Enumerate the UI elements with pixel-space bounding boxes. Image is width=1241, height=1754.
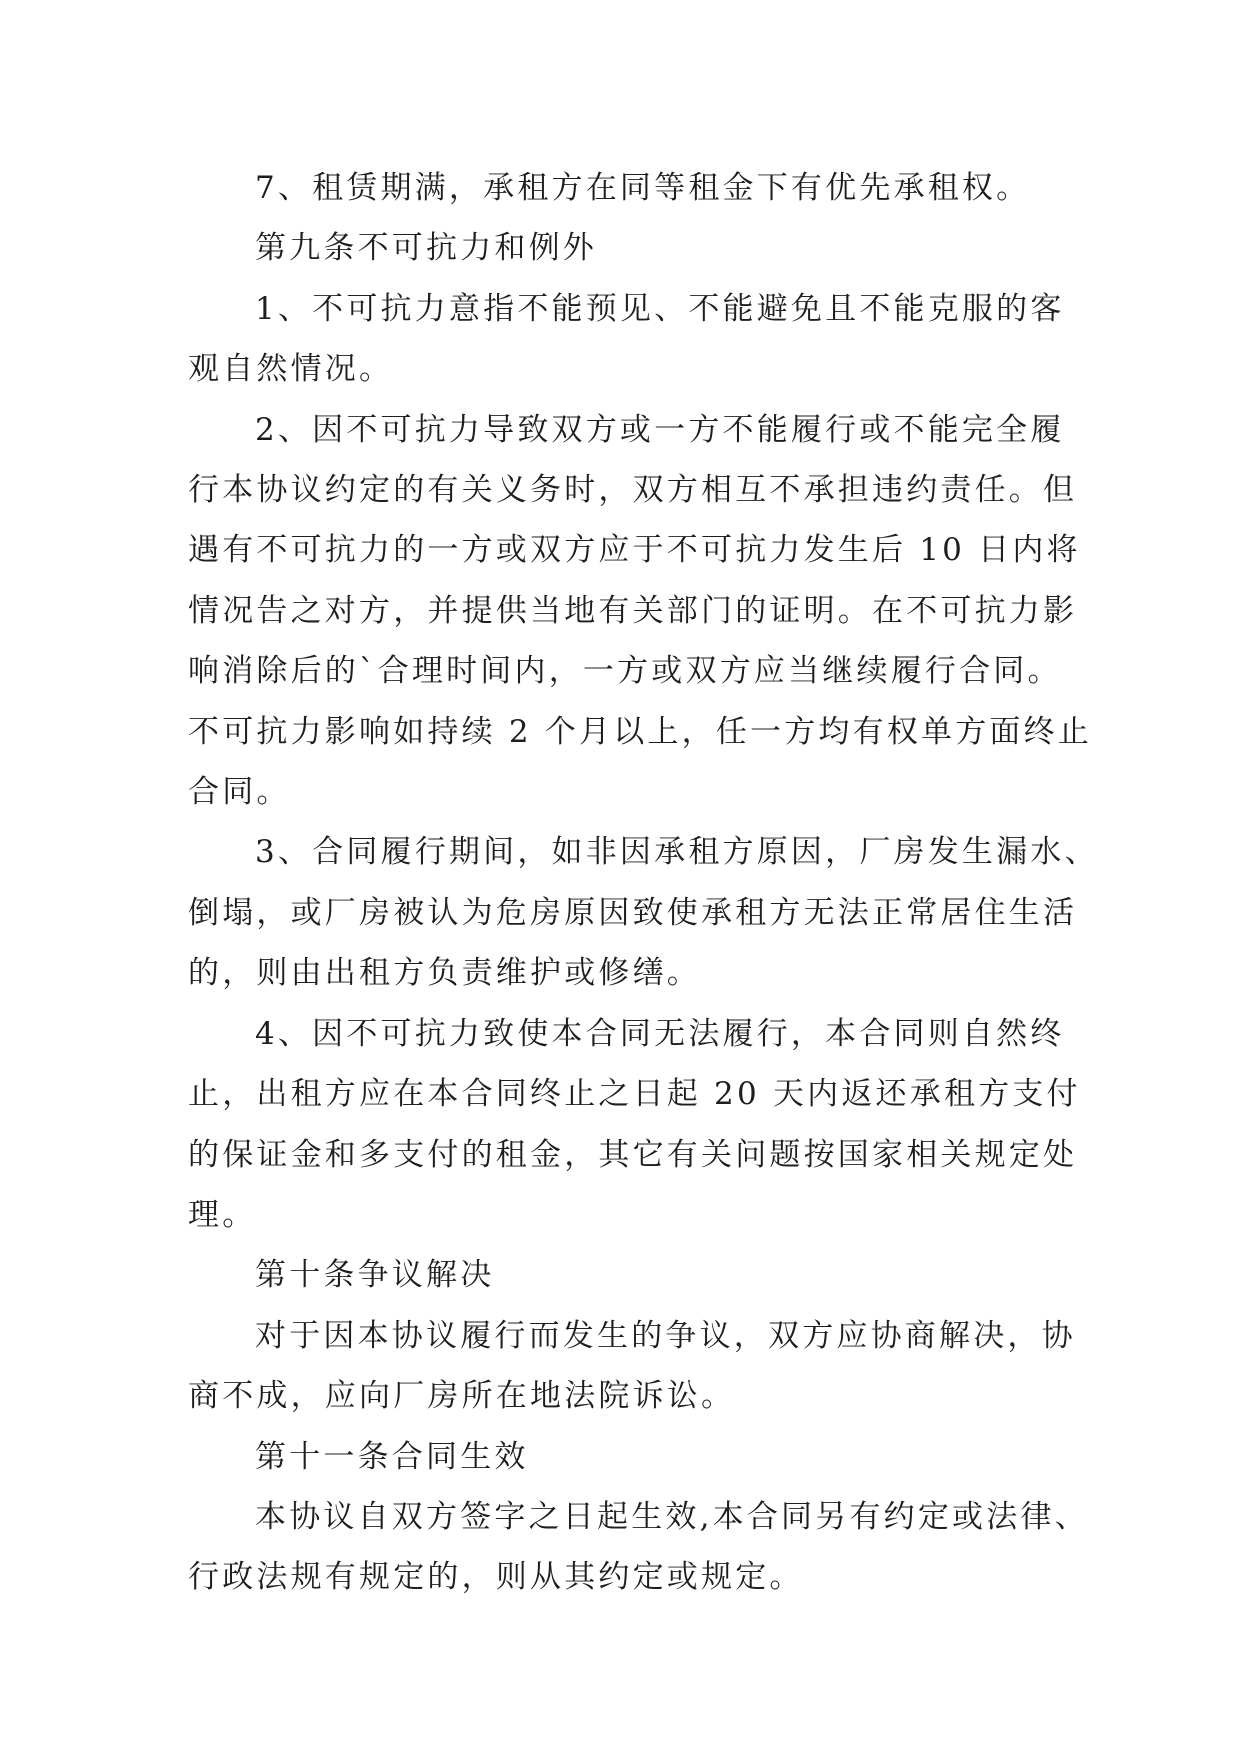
text-line: 第十一条合同生效	[255, 1438, 529, 1475]
paragraph	[188, 279, 1068, 400]
paragraph	[188, 218, 1068, 278]
text-line: 的，则由出租方负责维护或修缮。	[188, 955, 701, 992]
text-line: 2、因不可抗力导致双方或一方不能履行或不能完全履	[255, 411, 1065, 448]
text-line: 7、租赁期满，承租方在同等租金下有优先承租权。	[255, 170, 1031, 206]
text-line: 止，出租方应在本合同终止之日起 20 天内返还承租方支付	[188, 1076, 1081, 1113]
text-line: 行政法规有规定的，则从其约定或规定。	[188, 1559, 804, 1596]
paragraph	[188, 1427, 1068, 1487]
text-line: 不可抗力影响如持续 2 个月以上，任一方均有权单方面终止	[188, 713, 1093, 750]
paragraph	[188, 1306, 1076, 1427]
text-line: 响消除后的`合理时间内，一方或双方应当继续履行合同。	[188, 653, 1062, 690]
text-line: 第九条不可抗力和例外	[255, 230, 597, 267]
text-line: 1、不可抗力意指不能预见、不能避免且不能克服的客	[255, 290, 1065, 327]
paragraph	[188, 158, 1068, 218]
text-line: 倒塌，或厂房被认为危房原因致使承租方无法正常居住生活	[188, 894, 1078, 931]
text-line: 情况告之对方，并提供当地有关部门的证明。在不可抗力影	[188, 592, 1078, 629]
paragraph	[188, 1487, 1089, 1608]
paragraph	[188, 400, 1093, 823]
document-body	[188, 158, 1099, 1608]
text-line: 本协议自双方签字之日起生效,本合同另有约定或法律、	[255, 1498, 1089, 1535]
paragraph	[188, 1004, 1081, 1246]
text-line: 3、合同履行期间，如非因承租方原因，厂房发生漏水、	[255, 834, 1099, 871]
text-line: 商不成，应向厂房所在地法院诉讼。	[188, 1378, 736, 1415]
text-line: 对于因本协议履行而发生的争议，双方应协商解决，协	[255, 1317, 1076, 1354]
text-line: 第十条争议解决	[255, 1257, 495, 1294]
text-line: 理。	[188, 1196, 257, 1233]
text-line: 观自然情况。	[188, 351, 394, 388]
text-line: 行本协议约定的有关义务时，双方相互不承担违约责任。但	[188, 472, 1078, 509]
text-line: 4、因不可抗力致使本合同无法履行，本合同则自然终	[255, 1015, 1065, 1052]
text-line: 遇有不可抗力的一方或双方应于不可抗力发生后 10 日内将	[188, 532, 1081, 569]
text-line: 的保证金和多支付的租金，其它有关问题按国家相关规定处	[188, 1136, 1078, 1173]
paragraph	[188, 1245, 1068, 1305]
text-line: 合同。	[188, 774, 291, 811]
paragraph	[188, 822, 1099, 1003]
